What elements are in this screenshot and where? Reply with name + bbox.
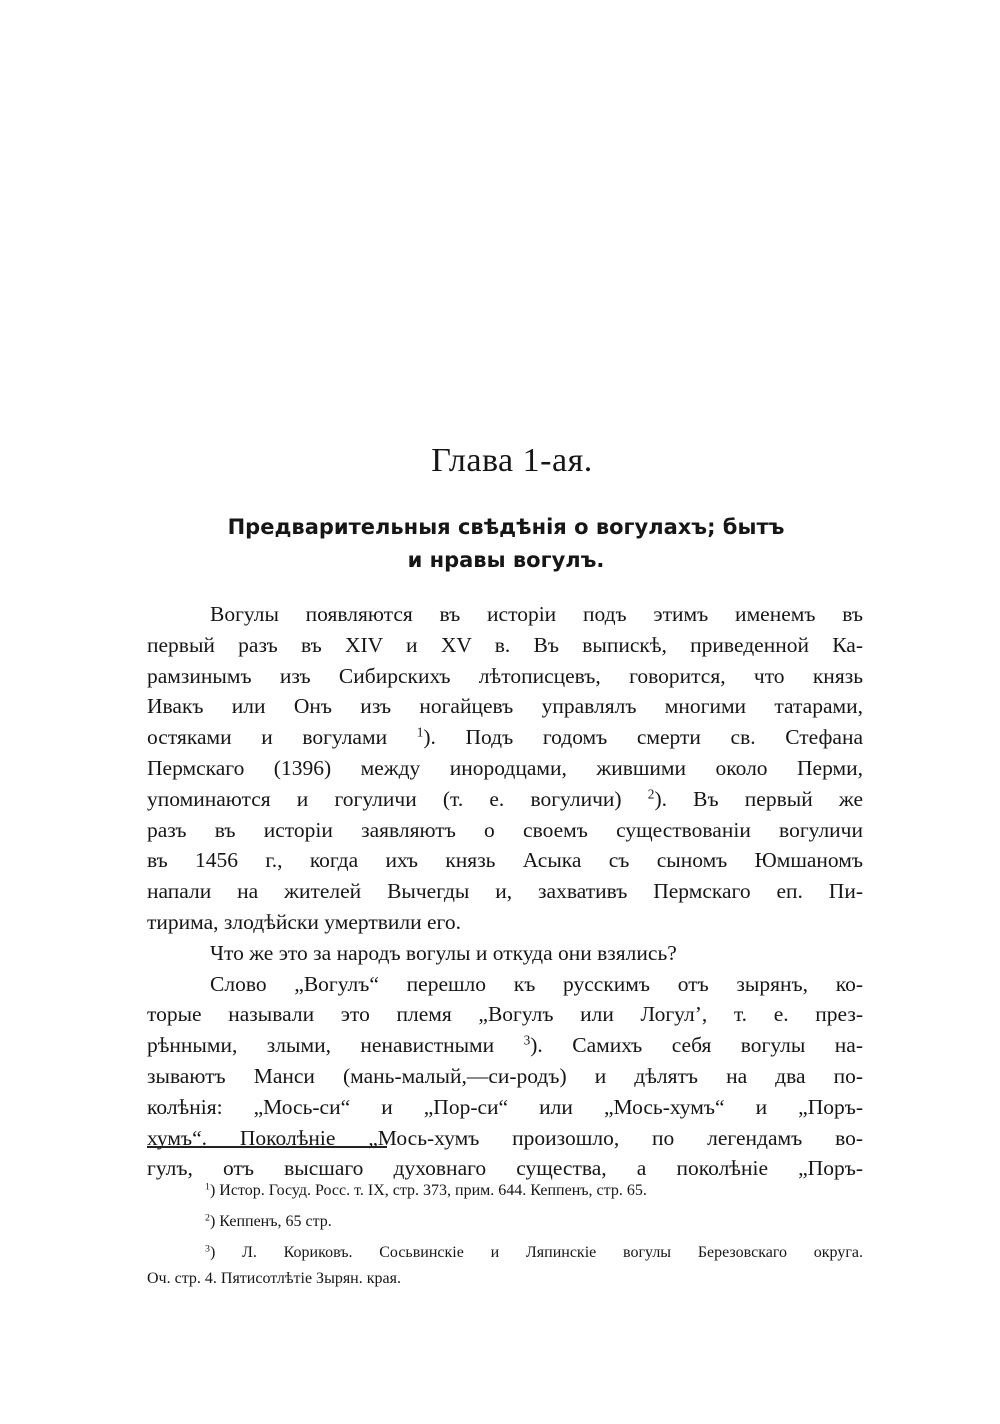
footnote-ref[interactable]: 1: [416, 724, 424, 740]
body-line-part: рѣнными, злыми, ненавистными: [147, 1033, 495, 1058]
body-line: Вогулы появляются въ исторіи подъ этимъ именемъ въ: [210, 602, 863, 626]
body-line: Пермскаго (1396) между инородцами, жившими около Перми,: [147, 755, 863, 780]
body-line-part: упоминаются и гогуличи (т. е. вогуличи): [147, 786, 622, 811]
body-line: Ивакъ или Онъ изъ ногайцевъ управлялъ многими татарами,: [147, 694, 863, 719]
footnote-3-continuation: Оч. стр. 4. Пятисотлѣтіе Зырян. края.: [147, 1270, 401, 1287]
body-line-part: ). Самихъ себя вогулы на-: [530, 1033, 863, 1058]
footnotes: [147, 1178, 863, 1292]
footnote-3: [147, 1240, 863, 1266]
body-line: колѣнія: „Мось-си“ и „Пор-си“ или „Мось-хумъ“ и „Поръ-: [147, 1094, 863, 1119]
footnote-ref[interactable]: 2: [647, 786, 655, 802]
body-line: Слово „Вогулъ“ перешло къ русскимъ отъ зырянъ, ко-: [210, 971, 863, 996]
body-line: [147, 1030, 863, 1061]
chapter-title: Глава 1-ая.: [431, 442, 593, 479]
body-line: разъ въ исторіи заявляютъ о своемъ существованіи вогуличи: [147, 817, 863, 842]
body-line: рамзинымъ изъ Сибирскихъ лѣтописцевъ, говорится, что князь: [147, 663, 863, 688]
footnote-mark: 3: [205, 1243, 210, 1255]
body-line: [147, 722, 863, 753]
footnote-ref[interactable]: 3: [523, 1032, 531, 1048]
body-line: торые называли это племя „Вогулъ или Логул’, т. е. през-: [147, 1002, 863, 1027]
footnote-divider: [147, 1146, 387, 1148]
footnote-text: ) Л. Кориковъ. Сосьвинскіе и Ляпинскіе вогулы Березовскаго округа.: [209, 1244, 863, 1261]
footnote-2: [147, 1209, 863, 1235]
footnote-text: ) Истор. Госуд. Росс. т. IX, стр. 373, прим. 644. Кеппенъ, стр. 65.: [209, 1182, 647, 1199]
body-text: [147, 599, 863, 1184]
subtitle-line: Предварительныя свѣдѣнія о вогулахъ; бытъ: [227, 515, 785, 539]
footnote-text: ) Кеппенъ, 65 стр.: [209, 1213, 332, 1230]
body-line: [147, 784, 863, 815]
subtitle-line: и нравы вогулъ.: [407, 548, 605, 572]
body-line-part: ). Подъ годомъ смерти св. Стефана: [423, 725, 863, 750]
chapter-subtitle: [148, 511, 864, 577]
body-line: зываютъ Манси (мань-малый,—си-родъ) и дѣлятъ на два по-: [147, 1063, 863, 1088]
body-line: напали на жителей Вычегды и, захвативъ Пермскаго еп. Пи-: [147, 879, 863, 904]
body-line-part: остяками и вогулами: [147, 725, 388, 750]
body-line: въ 1456 г., когда ихъ князь Асыка съ сыномъ Юмшаномъ: [147, 848, 863, 873]
body-line: тирима, злодѣйски умертвили его.: [147, 909, 461, 934]
footnote-1: [147, 1178, 863, 1204]
body-line: гулъ, отъ высшаго духовнаго существа, а поколѣніе „Поръ-: [147, 1156, 863, 1181]
footnote-mark: 1: [205, 1181, 210, 1193]
body-line: хумъ“. Поколѣніе „Мось-хумъ произошло, по легендамъ во-: [147, 1125, 863, 1150]
body-line: первый разъ въ XIV и XV в. Въ выпискѣ, приведенной Ка-: [147, 632, 863, 657]
body-line-part: ). Въ первый же: [654, 786, 863, 811]
body-line: Что же это за народъ вогулы и откуда они взялись?: [210, 940, 677, 965]
footnote-mark: 2: [205, 1212, 210, 1224]
